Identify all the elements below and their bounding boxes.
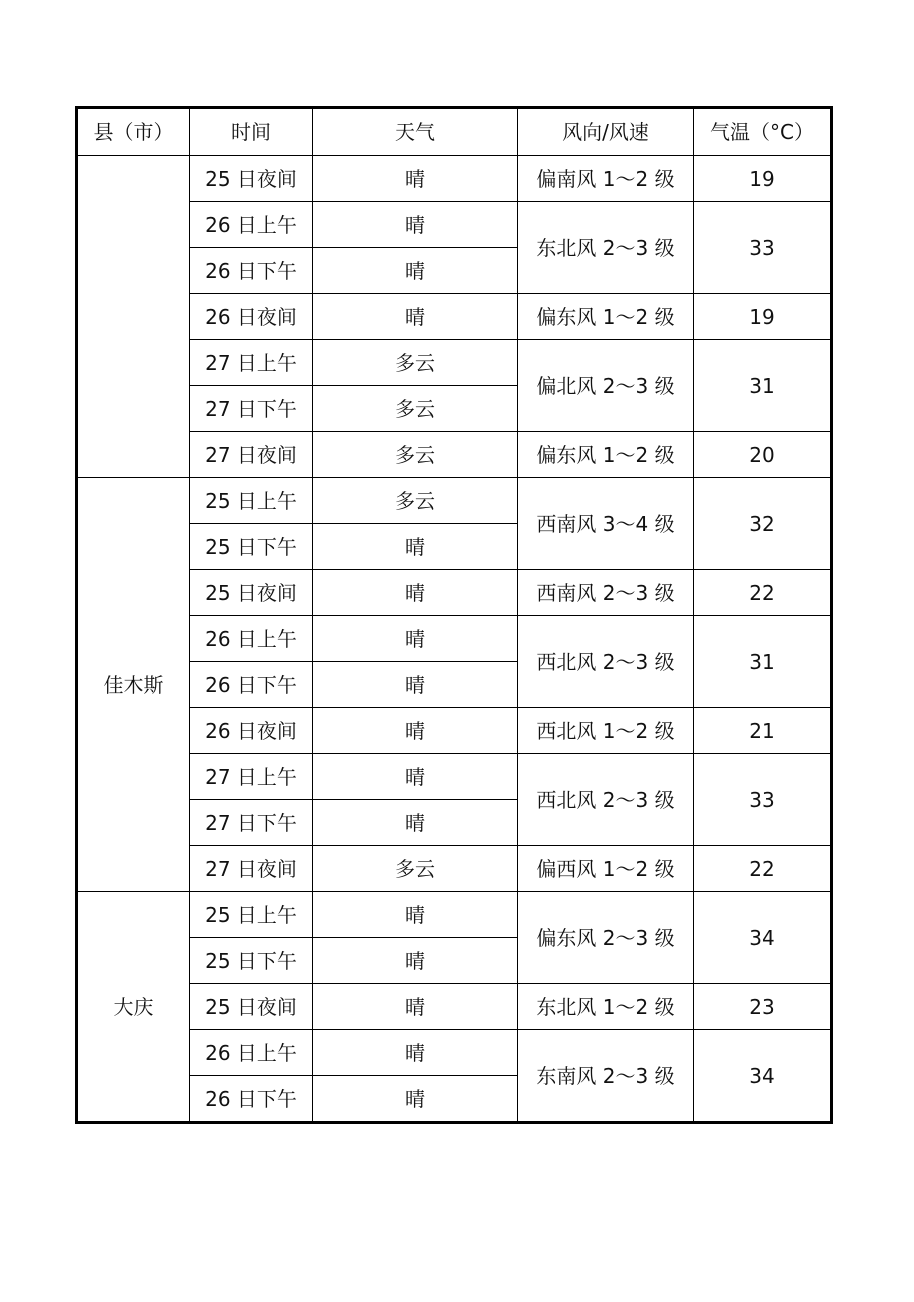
temperature-cell: 33: [694, 754, 832, 846]
weather-cell: 晴: [313, 570, 518, 616]
county-cell: 大庆: [77, 892, 190, 1123]
temperature-cell: 31: [694, 340, 832, 432]
header-weather: 天气: [313, 108, 518, 156]
table-row: [77, 846, 832, 892]
weather-cell: 多云: [313, 478, 518, 524]
time-cell: 25 日下午: [190, 524, 313, 570]
weather-cell: 多云: [313, 340, 518, 386]
time-cell: 27 日上午: [190, 340, 313, 386]
time-cell: 27 日下午: [190, 386, 313, 432]
weather-cell: 晴: [313, 662, 518, 708]
temperature-cell: 20: [694, 432, 832, 478]
table-row: [77, 754, 832, 800]
temperature-cell: 19: [694, 156, 832, 202]
wind-cell: 偏西风 1～2 级: [518, 846, 694, 892]
time-cell: 25 日夜间: [190, 156, 313, 202]
time-cell: 25 日夜间: [190, 570, 313, 616]
time-cell: 26 日上午: [190, 202, 313, 248]
temperature-cell: 32: [694, 478, 832, 570]
table-row: [77, 340, 832, 386]
temperature-cell: 19: [694, 294, 832, 340]
header-wind: 风向/风速: [518, 108, 694, 156]
time-cell: 27 日夜间: [190, 846, 313, 892]
time-cell: 26 日上午: [190, 616, 313, 662]
time-cell: 26 日下午: [190, 248, 313, 294]
wind-cell: 偏南风 1～2 级: [518, 156, 694, 202]
table-row: [77, 708, 832, 754]
table-row: [77, 294, 832, 340]
wind-cell: 东北风 1～2 级: [518, 984, 694, 1030]
wind-cell: 西南风 2～3 级: [518, 570, 694, 616]
time-cell: 26 日下午: [190, 662, 313, 708]
table-row: [77, 570, 832, 616]
temperature-cell: 22: [694, 570, 832, 616]
header-time: 时间: [190, 108, 313, 156]
temperature-cell: 21: [694, 708, 832, 754]
table-row: [77, 1030, 832, 1076]
table-row: [77, 432, 832, 478]
wind-cell: 东南风 2～3 级: [518, 1030, 694, 1123]
wind-cell: 西北风 1～2 级: [518, 708, 694, 754]
wind-cell: 偏东风 1～2 级: [518, 432, 694, 478]
table-row: [77, 478, 832, 524]
time-cell: 27 日下午: [190, 800, 313, 846]
table-row: [77, 892, 832, 938]
header-county: 县（市）: [77, 108, 190, 156]
weather-cell: 晴: [313, 524, 518, 570]
wind-cell: 偏东风 1～2 级: [518, 294, 694, 340]
weather-cell: 多云: [313, 846, 518, 892]
weather-cell: 晴: [313, 616, 518, 662]
time-cell: 25 日上午: [190, 478, 313, 524]
weather-cell: 晴: [313, 248, 518, 294]
weather-cell: 晴: [313, 892, 518, 938]
weather-cell: 晴: [313, 938, 518, 984]
weather-cell: 晴: [313, 202, 518, 248]
weather-cell: 晴: [313, 294, 518, 340]
time-cell: 27 日夜间: [190, 432, 313, 478]
weather-cell: 晴: [313, 754, 518, 800]
temperature-cell: 33: [694, 202, 832, 294]
time-cell: 26 日下午: [190, 1076, 313, 1123]
wind-cell: 西北风 2～3 级: [518, 616, 694, 708]
temperature-cell: 34: [694, 892, 832, 984]
table-row: [77, 616, 832, 662]
wind-cell: 西北风 2～3 级: [518, 754, 694, 846]
table-header-row: [77, 108, 832, 156]
weather-cell: 晴: [313, 984, 518, 1030]
time-cell: 26 日夜间: [190, 294, 313, 340]
temperature-cell: 22: [694, 846, 832, 892]
weather-cell: 多云: [313, 432, 518, 478]
wind-cell: 西南风 3～4 级: [518, 478, 694, 570]
weather-cell: 晴: [313, 1076, 518, 1123]
table-row: [77, 202, 832, 248]
wind-cell: 偏北风 2～3 级: [518, 340, 694, 432]
weather-cell: 晴: [313, 708, 518, 754]
weather-cell: 多云: [313, 386, 518, 432]
temperature-cell: 31: [694, 616, 832, 708]
weather-cell: 晴: [313, 1030, 518, 1076]
table-row: [77, 984, 832, 1030]
weather-cell: 晴: [313, 156, 518, 202]
temperature-cell: 34: [694, 1030, 832, 1123]
time-cell: 27 日上午: [190, 754, 313, 800]
weather-cell: 晴: [313, 800, 518, 846]
time-cell: 25 日下午: [190, 938, 313, 984]
header-temperature: 气温（°C）: [694, 108, 832, 156]
wind-cell: 偏东风 2～3 级: [518, 892, 694, 984]
temperature-cell: 23: [694, 984, 832, 1030]
county-cell: 佳木斯: [77, 478, 190, 892]
table-row: [77, 156, 832, 202]
wind-cell: 东北风 2～3 级: [518, 202, 694, 294]
time-cell: 25 日上午: [190, 892, 313, 938]
time-cell: 26 日上午: [190, 1030, 313, 1076]
time-cell: 25 日夜间: [190, 984, 313, 1030]
time-cell: 26 日夜间: [190, 708, 313, 754]
weather-forecast-table: [75, 106, 833, 1124]
county-cell: [77, 156, 190, 478]
